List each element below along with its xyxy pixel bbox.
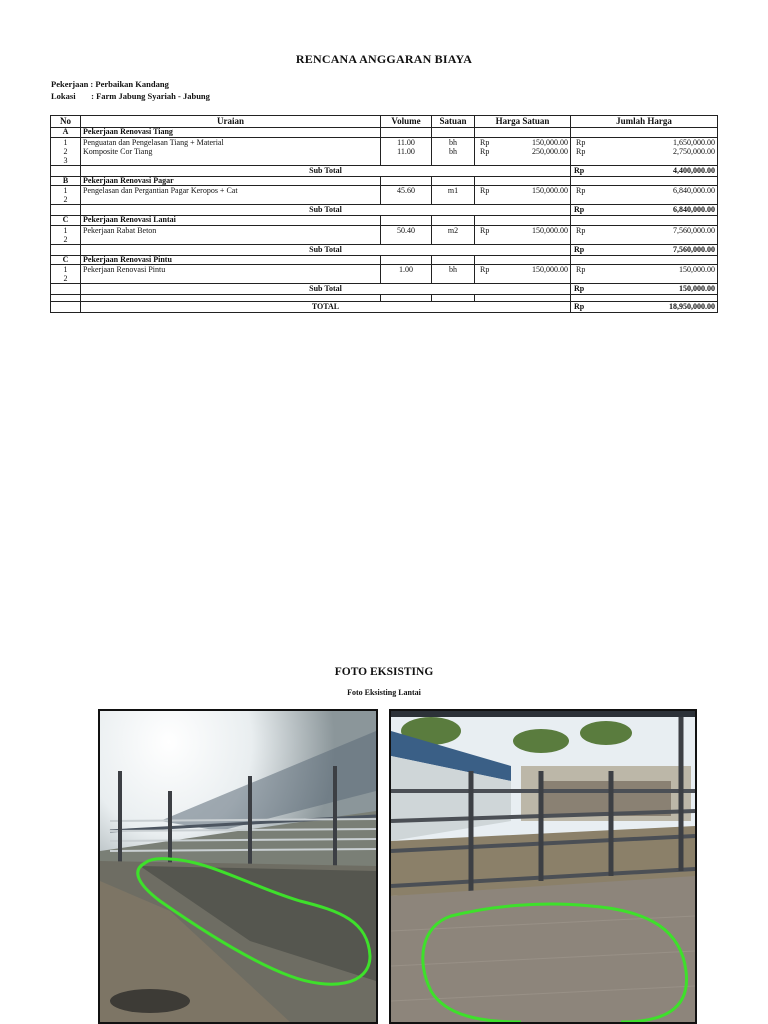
lokasi-label: Lokasi: [51, 91, 76, 101]
section-title: Pekerjaan Renovasi Lantai: [81, 216, 381, 226]
section-header-row: [51, 176, 718, 186]
pekerjaan-line: [51, 79, 169, 89]
subtotal-amount: Rp 150,000.00: [571, 284, 718, 295]
col-header-uraian: Uraian: [81, 116, 381, 128]
subtotal-row: [51, 284, 718, 295]
subtotal-label: Sub Total: [81, 244, 571, 255]
section-header-row: [51, 128, 718, 138]
item-units: m2: [432, 225, 475, 244]
col-header-no: No: [51, 116, 81, 128]
table-row: [51, 225, 718, 244]
col-header-volume: Volume: [381, 116, 432, 128]
section-code: C: [51, 216, 81, 226]
foto-section-subtitle: Foto Eksisting Lantai: [347, 688, 421, 697]
section-title: Pekerjaan Renovasi Tiang: [81, 128, 381, 138]
total-label: TOTAL: [81, 302, 571, 313]
section-title: Pekerjaan Renovasi Pagar: [81, 176, 381, 186]
subtotal-label: Sub Total: [81, 284, 571, 295]
item-prices: Rp 150,000.00: [475, 265, 571, 284]
item-prices: Rp 150,000.00 Rp 250,000.00: [475, 137, 571, 165]
subtotal-amount: Rp 7,560,000.00: [571, 244, 718, 255]
total-row: [51, 302, 718, 313]
spacer-row: [51, 295, 718, 302]
pekerjaan-value: : Perbaikan Kandang: [90, 79, 169, 89]
item-amounts: Rp 150,000.00: [571, 265, 718, 284]
item-descriptions: Pekerjaan Renovasi Pintu: [81, 265, 381, 284]
subtotal-row: [51, 165, 718, 176]
pekerjaan-label: Pekerjaan: [51, 79, 89, 89]
lokasi-line: [51, 91, 210, 101]
item-units: bh bh: [432, 137, 475, 165]
item-units: m1: [432, 186, 475, 205]
item-numbers: 1 2 3: [51, 137, 81, 165]
item-prices: Rp 150,000.00: [475, 225, 571, 244]
item-units: bh: [432, 265, 475, 284]
section-header-row: [51, 216, 718, 226]
section-header-row: [51, 255, 718, 265]
section-title: Pekerjaan Renovasi Pintu: [81, 255, 381, 265]
table-header-row: [51, 116, 718, 128]
photo-floor-right: [389, 709, 697, 1024]
col-header-harga-satuan: Harga Satuan: [475, 116, 571, 128]
item-amounts: Rp 6,840,000.00: [571, 186, 718, 205]
photo-floor-left: [98, 709, 378, 1024]
total-amount: Rp 18,950,000.00: [571, 302, 718, 313]
budget-table: [50, 115, 718, 313]
table-row: [51, 265, 718, 284]
subtotal-label: Sub Total: [81, 165, 571, 176]
item-prices: Rp 150,000.00: [475, 186, 571, 205]
col-header-jumlah-harga: Jumlah Harga: [571, 116, 718, 128]
item-numbers: 1 2: [51, 225, 81, 244]
item-volumes: 45.60: [381, 186, 432, 205]
item-volumes: 1.00: [381, 265, 432, 284]
table-row: [51, 186, 718, 205]
subtotal-row: [51, 244, 718, 255]
item-numbers: 1 2: [51, 186, 81, 205]
subtotal-amount: Rp 6,840,000.00: [571, 205, 718, 216]
item-descriptions: Pengelasan dan Pergantian Pagar Keropos + Cat: [81, 186, 381, 205]
item-numbers: 1 2: [51, 265, 81, 284]
foto-section-title: FOTO EKSISTING: [334, 666, 434, 678]
section-code: C: [51, 255, 81, 265]
document-title: RENCANA ANGGARAN BIAYA: [295, 52, 473, 66]
section-code: B: [51, 176, 81, 186]
section-code: A: [51, 128, 81, 138]
item-descriptions: Pekerjaan Rabat Beton: [81, 225, 381, 244]
table-row: [51, 137, 718, 165]
subtotal-amount: Rp 4,400,000.00: [571, 165, 718, 176]
item-amounts: Rp 1,650,000.00 Rp 2,750,000.00: [571, 137, 718, 165]
col-header-satuan: Satuan: [432, 116, 475, 128]
item-amounts: Rp 7,560,000.00: [571, 225, 718, 244]
item-volumes: 50.40: [381, 225, 432, 244]
item-descriptions: Penguatan dan Pengelasan Tiang + Material Komposite Cor Tiang: [81, 137, 381, 165]
lokasi-value: : Farm Jabung Syariah - Jabung: [91, 91, 210, 101]
subtotal-row: [51, 205, 718, 216]
item-volumes: 11.00 11.00: [381, 137, 432, 165]
subtotal-label: Sub Total: [81, 205, 571, 216]
